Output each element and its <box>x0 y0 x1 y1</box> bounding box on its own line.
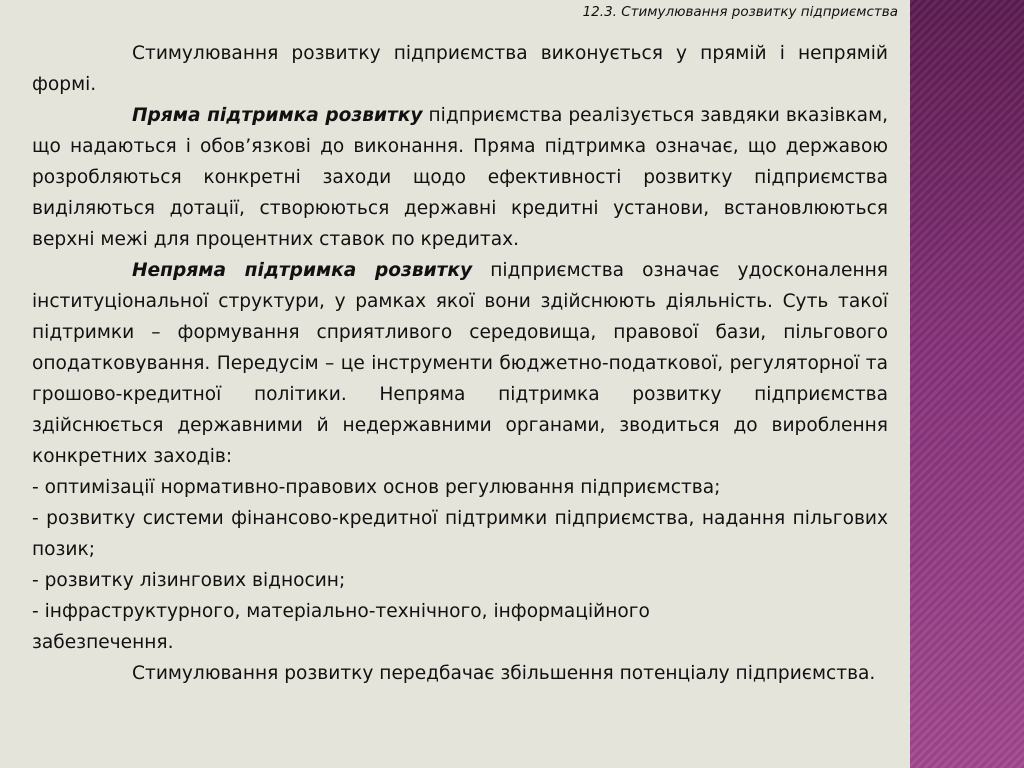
paragraph-intro: Стимулювання розвитку підприємства виконується у прямій і непрямій формі. <box>32 43 888 95</box>
list-item-leasing: - розвитку лізингових відносин; <box>32 570 346 591</box>
slide-body <box>32 38 888 689</box>
paragraph-direct-support <box>32 100 888 255</box>
paragraph-conclusion: Стимулювання розвитку передбачає збільшення потенціалу підприємства. <box>132 663 876 684</box>
list-item-infrastructure: - інфраструктурного, матеріально-технічного, інформаційного забезпечення. <box>32 601 650 653</box>
direct-support-text: підприємства реалізується завдяки вказівкам, що надаються і обов’язкові до виконання. Пряма підтримка означає, що державою розробляються конкретні заходи щодо ефективності розвитку підприємства виділяються дотації, створюються державні кредитні установи, встановлюються верхні межі для процентних ставок по кредитах. <box>32 105 889 250</box>
decorative-side-band <box>910 0 1024 768</box>
paragraph-indirect-support <box>32 255 888 472</box>
section-title: 12.3. Стимулювання розвитку підприємства <box>582 4 898 20</box>
list-item-finance: - розвитку системи фінансово-кредитної підтримки підприємства, надання пільгових позик; <box>32 508 888 560</box>
term-indirect-support: Непряма підтримка розвитку <box>132 260 473 281</box>
term-direct-support: Пряма підтримка розвитку <box>132 105 423 126</box>
indirect-support-text: підприємства означає удосконалення інституціональної структури, у рамках якої вони здійснюють діяльність. Суть такої підтримки – формування сприятливого середовища, правової бази, пільгового оподатковування. Передусім – це інструменти бюджетно-податкової, регуляторної та грошово-кредитної політики. Непряма підтримка розвитку підприємства здійснюється державними й недержавними органами, зводиться до вироблення конкретних заходів: <box>32 260 888 467</box>
list-item-legal: - оптимізації нормативно-правових основ регулювання підприємства; <box>32 477 721 498</box>
